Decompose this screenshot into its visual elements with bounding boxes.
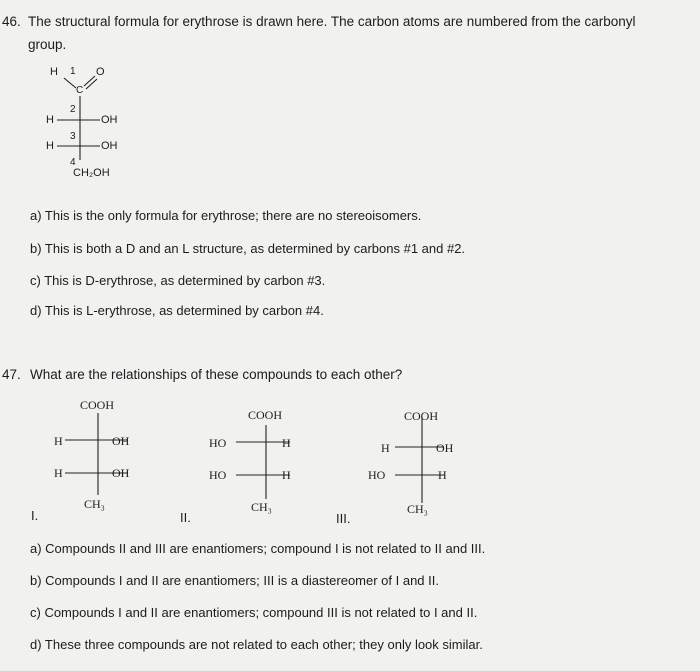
structure-o-top: O bbox=[96, 66, 105, 78]
compound-3-row2-left: HO bbox=[368, 468, 386, 482]
structure-c1-number: 1 bbox=[70, 66, 76, 77]
q46-option-d: d) This is L-erythrose, as determined by carbon #4. bbox=[30, 303, 324, 318]
q46-stem-line1: The structural formula for erythrose is drawn here. The carbon atoms are numbered from the carbonyl bbox=[28, 14, 636, 29]
q46-stem-line2: group. bbox=[28, 37, 67, 52]
structure-h-top: H bbox=[50, 66, 58, 78]
compound-2-row1-left: HO bbox=[209, 436, 227, 450]
structure-c3-number: 3 bbox=[70, 131, 76, 142]
structure-ch2oh: CH₂OH bbox=[73, 167, 110, 179]
compound-2-row2-left: HO bbox=[209, 468, 227, 482]
compound-1-top: COOH bbox=[80, 398, 115, 412]
compound-2-top: COOH bbox=[248, 408, 283, 422]
q46-option-a: a) This is the only formula for erythrose; there are no stereoisomers. bbox=[30, 208, 422, 223]
structure-oh-c3: OH bbox=[101, 140, 118, 152]
compound-3-top: COOH bbox=[404, 409, 439, 423]
compound-3-row2-right: H bbox=[438, 468, 447, 482]
compound-2-label: II. bbox=[180, 510, 191, 525]
compound-3-row1-right: OH bbox=[436, 441, 454, 455]
q47-number: 47. bbox=[2, 367, 21, 382]
compound-1-label: I. bbox=[31, 508, 39, 523]
compound-1-row2-right: OH bbox=[112, 466, 130, 480]
compound-2-row1-right: H bbox=[282, 436, 291, 450]
compound-1-bottom: CH₃ bbox=[84, 497, 105, 511]
structure-oh-c2: OH bbox=[101, 114, 118, 126]
q47-option-b: b) Compounds I and II are enantiomers; III is a diastereomer of I and II. bbox=[30, 573, 439, 588]
q47-option-a: a) Compounds II and III are enantiomers; compound I is not related to II and III. bbox=[30, 541, 486, 556]
structure-h-c3: H bbox=[46, 140, 54, 152]
q47-option-d: d) These three compounds are not related to each other; they only look similar. bbox=[30, 637, 483, 652]
structure-h-c2: H bbox=[46, 114, 54, 126]
q46-option-c: c) This is D-erythrose, as determined by carbon #3. bbox=[30, 273, 326, 288]
compound-1-row1-right: OH bbox=[112, 434, 130, 448]
compound-1-row1-left: H bbox=[54, 434, 63, 448]
fischer-bonds bbox=[0, 395, 700, 515]
compound-2-bottom: CH₃ bbox=[251, 500, 272, 514]
compound-3-label: III. bbox=[336, 511, 351, 526]
compound-2-row2-right: H bbox=[282, 468, 291, 482]
compound-3-bottom: CH₃ bbox=[407, 502, 428, 516]
compound-1-row2-left: H bbox=[54, 466, 63, 480]
q47-stem: What are the relationships of these compounds to each other? bbox=[30, 367, 403, 382]
compound-3-row1-left: H bbox=[381, 441, 390, 455]
q46-number: 46. bbox=[2, 14, 21, 29]
q47-option-c: c) Compounds I and II are enantiomers; compound III is not related to I and II. bbox=[30, 605, 478, 620]
structure-c2-number: 2 bbox=[70, 104, 76, 115]
q46-option-b: b) This is both a D and an L structure, as determined by carbons #1 and #2. bbox=[30, 241, 466, 256]
structure-c4-number: 4 bbox=[70, 157, 76, 168]
structure-c1-atom: C bbox=[76, 85, 84, 96]
